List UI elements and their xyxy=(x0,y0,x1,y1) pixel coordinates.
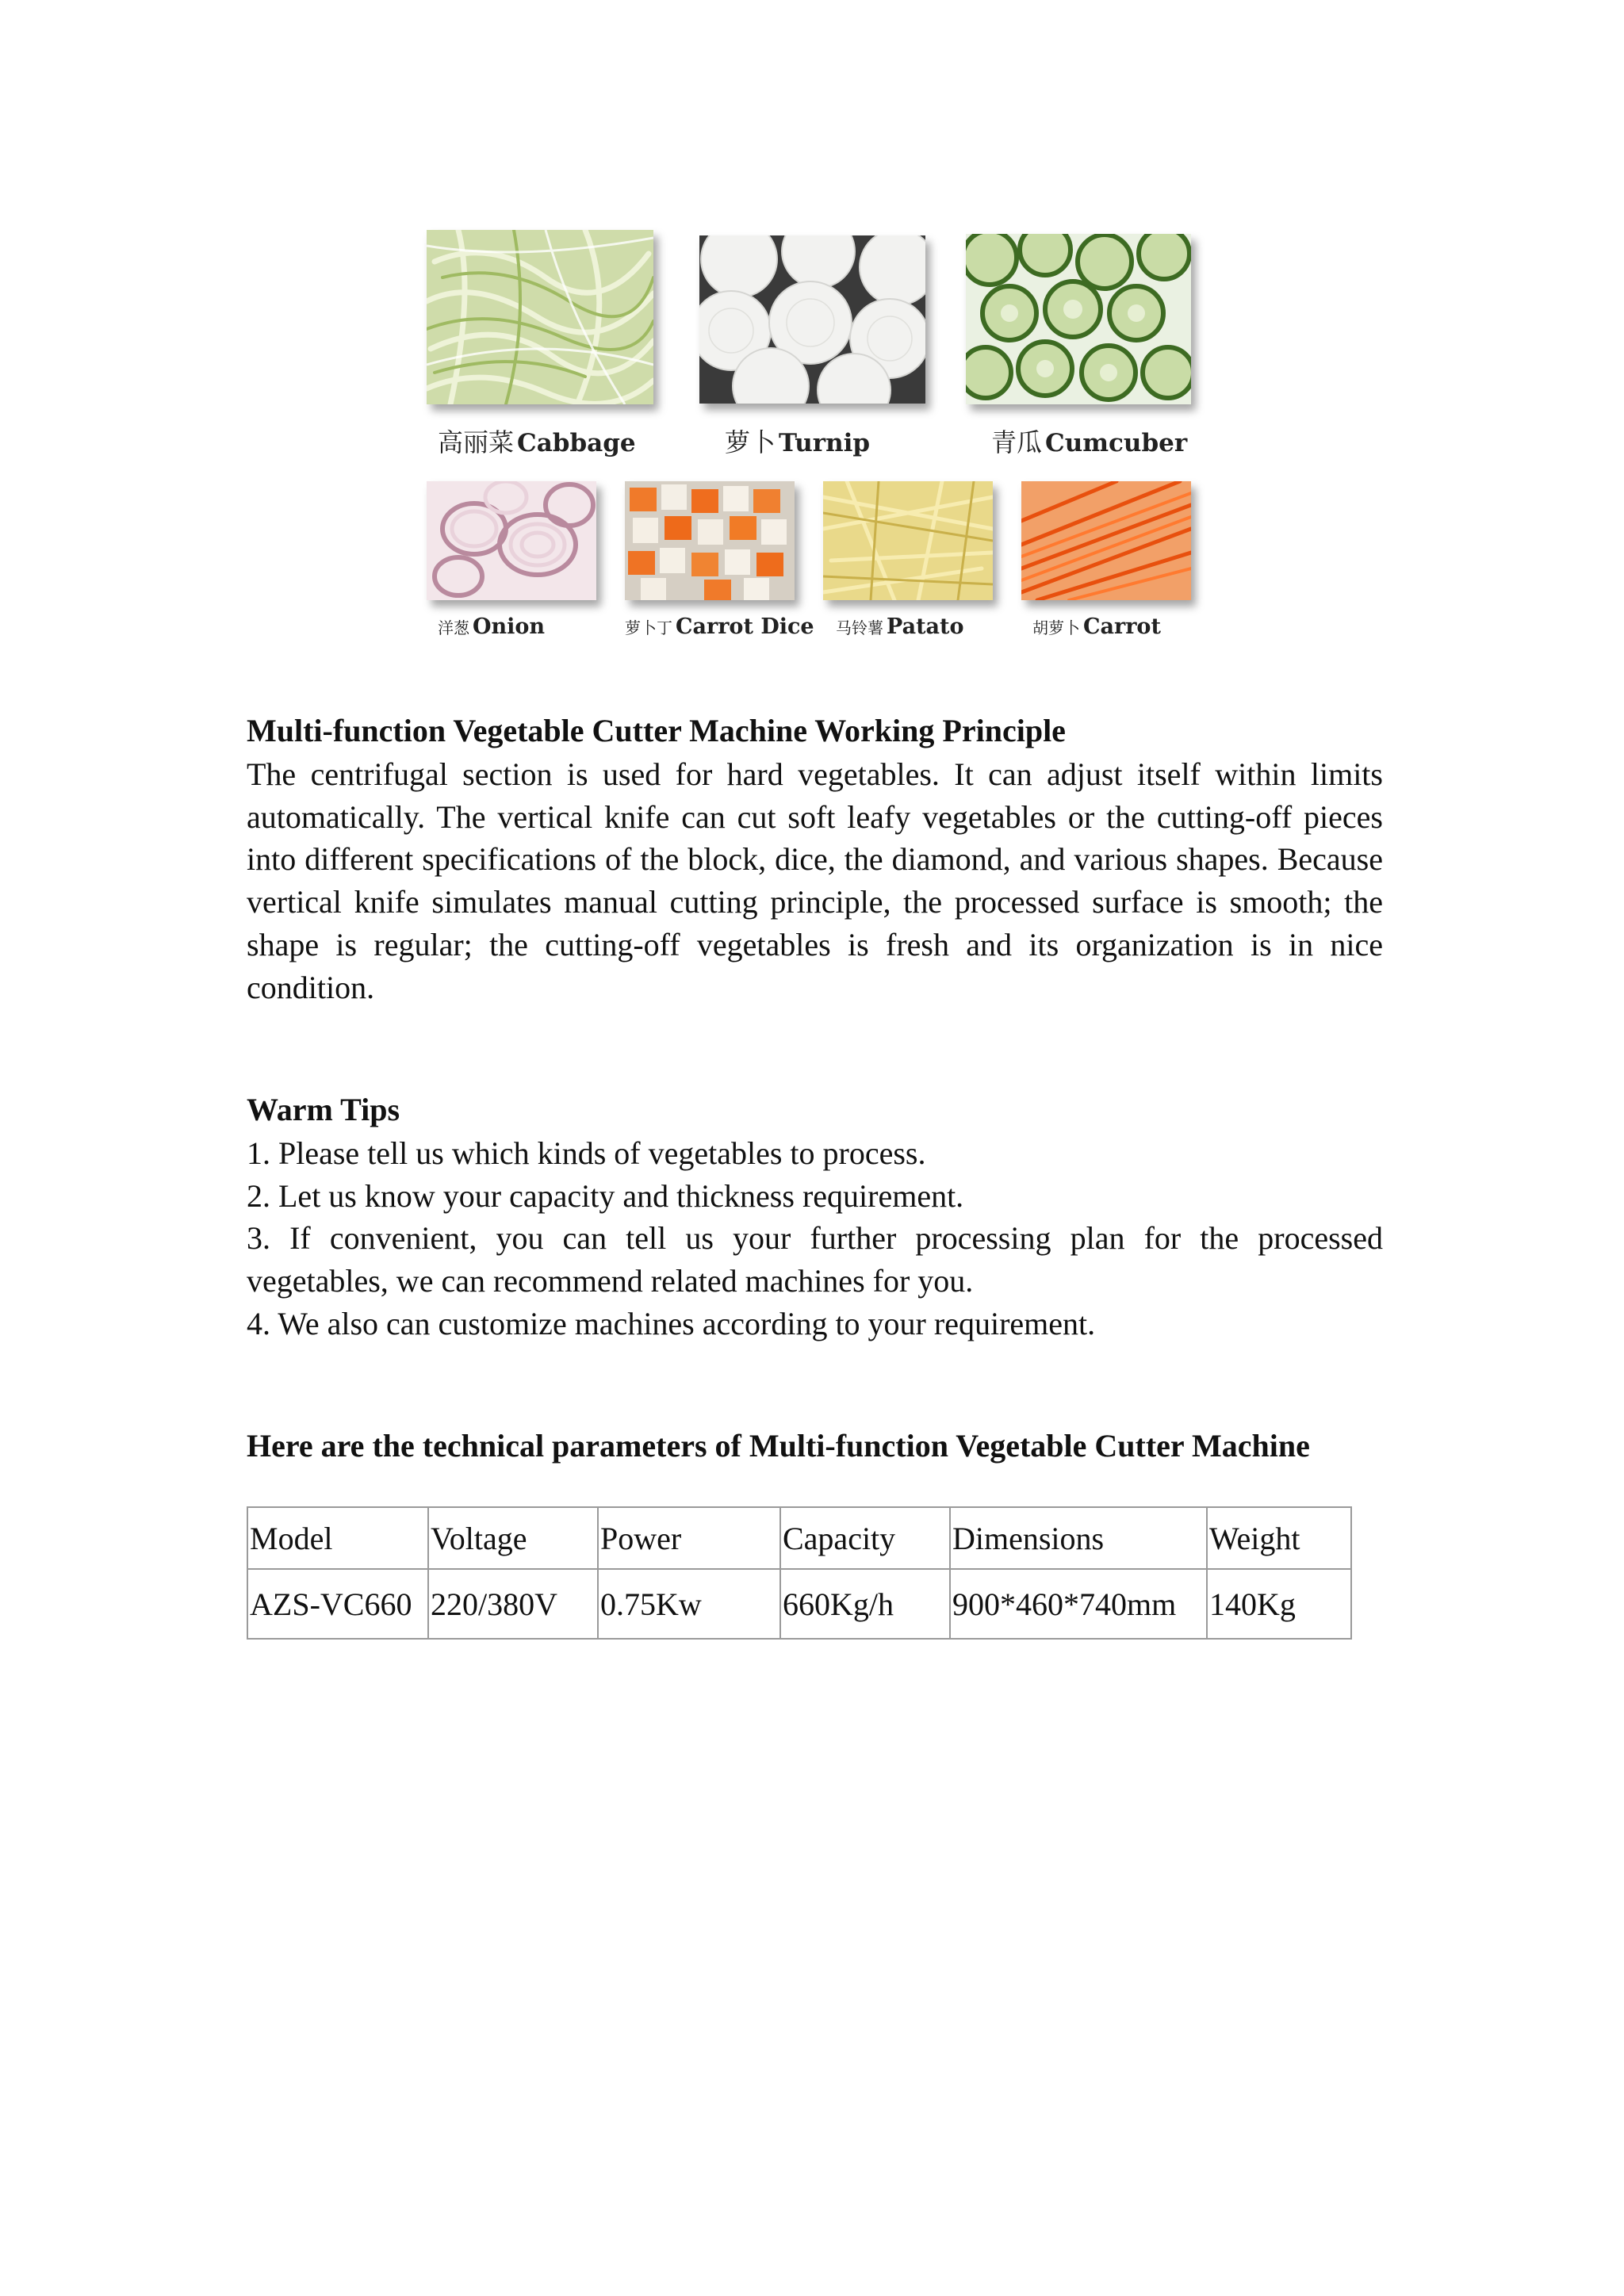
potato-en-label: Patato xyxy=(887,614,964,639)
potato-image xyxy=(823,481,993,600)
carrot-zh-label: 胡萝卜 xyxy=(1032,618,1080,637)
cucumber-en-label: Cumcuber xyxy=(1045,429,1188,457)
header-cell-voltage: Voltage xyxy=(428,1507,598,1569)
table-row xyxy=(247,1569,1351,1639)
cabbage-image xyxy=(427,230,653,404)
onion-en-label: Onion xyxy=(473,614,546,639)
turnip-en-label: Turnip xyxy=(779,429,871,457)
tip-item: 3. If convenient, you can tell us your further processing plan for the processed vegetables, we can recommend related machines for you. xyxy=(247,1220,1383,1299)
cell-power: 0.75Kw xyxy=(598,1569,780,1639)
tips-heading: Warm Tips xyxy=(247,1092,400,1127)
cabbage-en-label: Cabbage xyxy=(517,429,636,457)
header-cell-weight: Weight xyxy=(1207,1507,1351,1569)
carrot-dice-zh-label: 萝卜丁 xyxy=(625,618,672,637)
turnip-image xyxy=(699,235,925,404)
tip-item: 2. Let us know your capacity and thickness requirement. xyxy=(247,1177,964,1214)
carrot-en-label: Carrot xyxy=(1083,614,1161,639)
carrot-image xyxy=(1021,481,1191,600)
cucumber-image xyxy=(966,234,1191,404)
carrot-dice-en-label: Carrot Dice xyxy=(676,614,814,639)
carrot-dice-caption xyxy=(625,614,814,639)
carrot-caption xyxy=(1032,614,1161,639)
cell-weight: 140Kg xyxy=(1207,1569,1351,1639)
onion-caption xyxy=(438,614,545,639)
turnip-zh-label: 萝卜 xyxy=(725,427,776,457)
header-cell-power: Power xyxy=(598,1507,780,1569)
header-cell-capacity: Capacity xyxy=(780,1507,950,1569)
cell-model: AZS-VC660 xyxy=(247,1569,428,1639)
principle-heading: Multi-function Vegetable Cutter Machine Working Principle xyxy=(247,713,1066,748)
cabbage-caption xyxy=(438,423,636,459)
cell-capacity: 660Kg/h xyxy=(780,1569,950,1639)
header-cell-model: Model xyxy=(247,1507,428,1569)
table-header-row xyxy=(247,1507,1351,1569)
cell-dimensions: 900*460*740mm xyxy=(950,1569,1207,1639)
onion-image xyxy=(427,481,596,600)
tip-item: 1. Please tell us which kinds of vegetables to process. xyxy=(247,1135,926,1171)
vegetable-collage xyxy=(420,226,1213,654)
principle-paragraph: The centrifugal section is used for hard vegetables. It can adjust itself within limits automatically. The vertical knife can cut soft leafy vegetables or the cutting-off pieces into different specifications of the block, dice, the diamond, and various shapes. Because vertical knife simulates manual cutting principle, the processed surface is smooth; the shape is regular; the cutting-off vegetables is fresh and its organization is in nice condition. xyxy=(247,756,1383,1005)
cabbage-zh-label: 高丽菜 xyxy=(438,427,515,457)
carrot-dice-image xyxy=(625,481,795,600)
cell-voltage: 220/380V xyxy=(428,1569,598,1639)
parameters-heading: Here are the technical parameters of Multi-function Vegetable Cutter Machine xyxy=(247,1428,1310,1464)
parameters-table xyxy=(247,1506,1352,1640)
turnip-caption xyxy=(725,423,870,459)
cucumber-zh-label: 青瓜 xyxy=(991,427,1043,457)
onion-zh-label: 洋葱 xyxy=(438,618,469,637)
cucumber-caption xyxy=(991,423,1187,459)
tips-list xyxy=(247,1132,1383,1345)
tip-item: 4. We also can customize machines according to your requirement. xyxy=(247,1305,1096,1341)
header-cell-dimensions: Dimensions xyxy=(950,1507,1207,1569)
potato-caption xyxy=(836,614,964,639)
potato-zh-label: 马铃薯 xyxy=(836,618,883,637)
